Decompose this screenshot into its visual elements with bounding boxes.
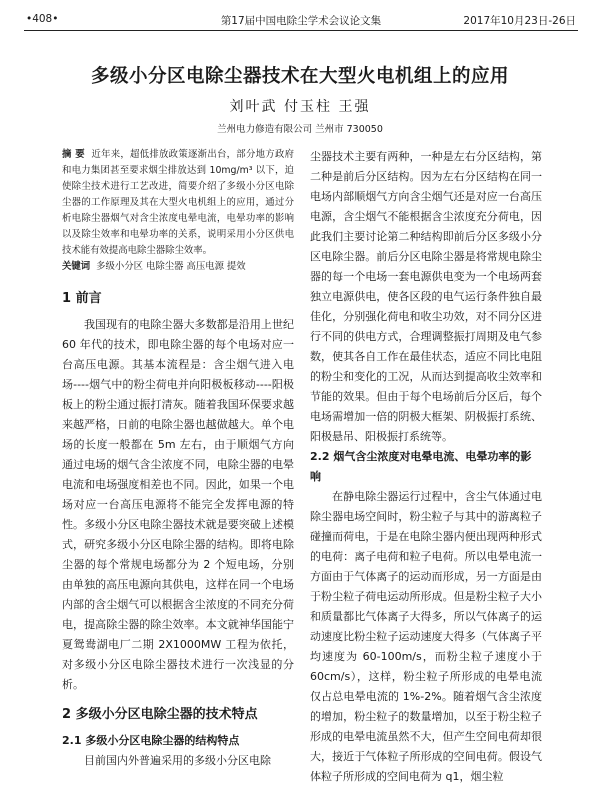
paper-authors: 刘叶武 付玉柱 王强 <box>229 99 371 115</box>
right-paragraph-1: 尘器技术主要有两种，一种是左右分区结构，第二种是前后分区结构。因为左右分区结构在同一电场内部顺烟气方向含尘烟气还是对应一台高压电源，含尘烟气不能根据含尘浓度充分荷电，因此我们主要讨论第二种结构即前后分区多级小分区电除尘器。前后分区电除尘器是将常规电除尘器的每一个电场一套电源供电变为一个电场两套独立电源供电，使各区段的电气运行条件独自最佳化，分别强化荷电和收尘功效，对不同分区进行不同的供电方式，合理调整振打周期及电气参数，使其各自工作在最佳状态，适应不同比电阻的粉尘和变化的工况，从而达到提高收尘效率和节能的效果。但由于每个电场前后分区后，每个电场需增加一倍的阴极大框架、阴极振打系统、阳极悬吊、阳极振打系统等。 <box>310 150 542 443</box>
section-2-heading: 2 多级小分区电除尘器的技术特点 <box>62 707 258 722</box>
right-paragraph-2: 在静电除尘器运行过程中，含尘气体通过电除尘器电场空间时，粉尘粒子与其中的游离粒子碰撞而荷电，于是在电除尘器内便出现两种形式的电荷：离子电荷和粒子电荷。所以电晕电流一方面由于气体离子的运动而形成，另一方面是由于粉尘粒子荷电运动所形成。但是粉尘粒子大小和质量都比气体离子大得多，所以气体离子的运动速度比粉尘粒子运动速度大得多（气体离子平均速度为 60-100m/s，而粉尘粒子速度小于 60cm/s），这样，粉尘粒子所形成的电晕电流仅占总电晕电流的 1%-2%。随着烟气含尘浓度的增加，粉尘粒子的数量增加，以至于粉尘粒子形成的电晕电流虽然不大，但产生空间电荷却很大，接近于气体粒子所形成的空间电荷。假设气体粒子所形成的空间电荷为 q1，烟尘粒 <box>310 490 542 783</box>
paper-title: 多级小分区电除尘器技术在大型火电机组上的应用 <box>90 66 509 87</box>
section-2-1-heading: 2.1 多级小分区电除尘器的结构特点 <box>62 734 240 747</box>
right-column <box>310 147 542 787</box>
keywords-line <box>62 259 294 275</box>
left-column <box>62 147 294 771</box>
abstract-paragraph <box>62 147 294 259</box>
abstract-label: 摘 要 <box>62 149 85 160</box>
keywords-text: 多级小分区 电除尘器 高压电源 提效 <box>96 261 246 272</box>
running-header <box>24 8 578 31</box>
paper-affiliation: 兰州电力修造有限公司 兰州市 730050 <box>217 124 383 135</box>
section-1-heading: 1 前言 <box>62 291 102 306</box>
section-2-2-heading: 2.2 烟气含尘浓度对电晕电流、电晕功率的影响 <box>310 450 532 483</box>
keywords-label: 关键词 <box>62 261 91 272</box>
page-number: •408• <box>26 13 59 25</box>
section-2-1-text: 目前国内外普遍采用的多级小分区电除 <box>84 754 271 767</box>
conference-date: 2017年10月23日-26日 <box>463 15 576 27</box>
conference-name: 第17届中国电除尘学术会议论文集 <box>220 15 382 27</box>
abstract-text: 近年来，超低排放政策逐渐出台，部分地方政府和电力集团甚至要求烟尘排放达到 10mg/m³ 以下，迫使除尘技术进行工艺改进，简要介绍了多级小分区电除尘器的工作原理及其在大型火电机组上的应用，通过分析电除尘器烟气对含尘浓度电晕电流，电晕功率的影响以及除尘效率和电晕功率的关系，说明采用小分区供电技术能有效提高电除尘器除尘效率。 <box>62 149 294 256</box>
section-1-text: 我国现有的电除尘器大多数都是沿用上世纪 60 年代的技术，即电除尘器的每个电场对应一台高压电源。其基本流程是：含尘烟气进入电场----烟气中的粉尘荷电并向阳极板移动----阳极板上的粉尘通过振打清灰。随着我国环保要求越来越严格，日前的电除尘器也越做越大。单个电场的长度一般都在 5m 左右，由于顺烟气方向通过电场的烟气含尘浓度不同，电除尘器的电晕电流和电场强度相差也不同。因此，如果一个电场对应一台高压电源将不能完全发挥电源的特性。多级小分区电除尘器技术就是要突破上述模式，研究多级小分区电除尘器的结构。即将电除尘器的每个常规电场都分为 2 个短电场，分别由单独的高压电源向其供电，这样在同一个电场内部的含尘烟气可以根据含尘浓度的不同充分荷电，提高除尘器的除尘效率。本文就神华国能宁夏鸳鸯湖电厂二期 2X1000MW 工程为依托，对多级小分区电除尘器技术进行一次浅显的分析。 <box>62 318 294 691</box>
